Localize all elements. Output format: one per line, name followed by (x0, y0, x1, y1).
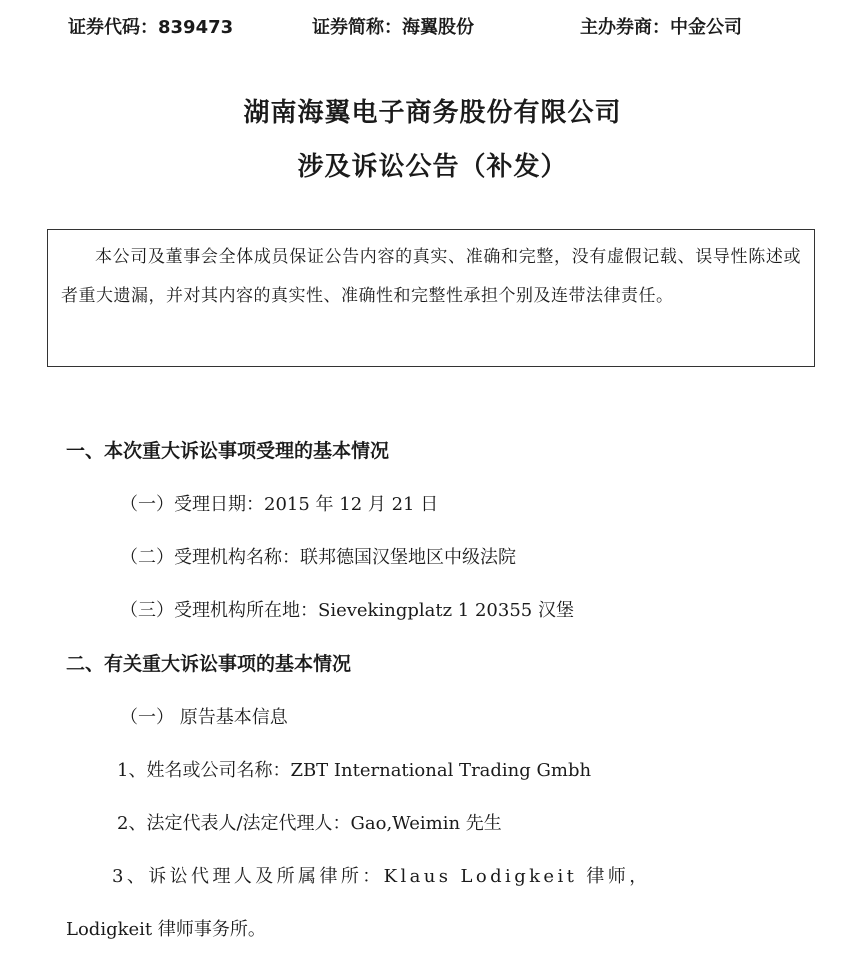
announcement-title: 涉及诉讼公告（补发） (297, 152, 568, 182)
law-firm: Lodigkeit 律师事务所。 (66, 919, 266, 940)
plaintiff-name: 1、姓名或公司名称：ZBT International Trading Gmbh (117, 760, 592, 781)
court-location: （三）受理机构所在地：Sievekingplatz 1 20355 汉堡 (120, 600, 574, 621)
accepting-court: （二）受理机构名称：联邦德国汉堡地区中级法院 (120, 547, 516, 568)
plaintiff-info-heading: （一） 原告基本信息 (120, 707, 288, 728)
disclaimer-text: 本公司及董事会全体成员保证公告内容的真实、准确和完整，没有虚假记载、误导性陈述或者重大遗漏，并对其内容的真实性、准确性和完整性承担个别及连带法律责任。 (61, 247, 801, 306)
section-1-heading: 一、本次重大诉讼事项受理的基本情况 (66, 440, 390, 462)
disclaimer-box (47, 229, 815, 367)
section-2-heading: 二、有关重大诉讼事项的基本情况 (66, 653, 352, 675)
legal-representative: 2、法定代表人/法定代理人：Gao,Weimin 先生 (117, 813, 502, 834)
stock-code: 证券代码：839473 (68, 17, 234, 38)
stock-abbreviation: 证券简称：海翼股份 (312, 17, 474, 38)
litigation-counsel: 3、诉讼代理人及所属律所：Klaus Lodigkeit 律师， (112, 866, 651, 887)
document-header (0, 10, 865, 40)
lead-broker: 主办券商：中金公司 (580, 17, 742, 38)
acceptance-date: （一）受理日期：2015 年 12 月 21 日 (120, 494, 439, 515)
company-title: 湖南海翼电子商务股份有限公司 (243, 98, 622, 128)
